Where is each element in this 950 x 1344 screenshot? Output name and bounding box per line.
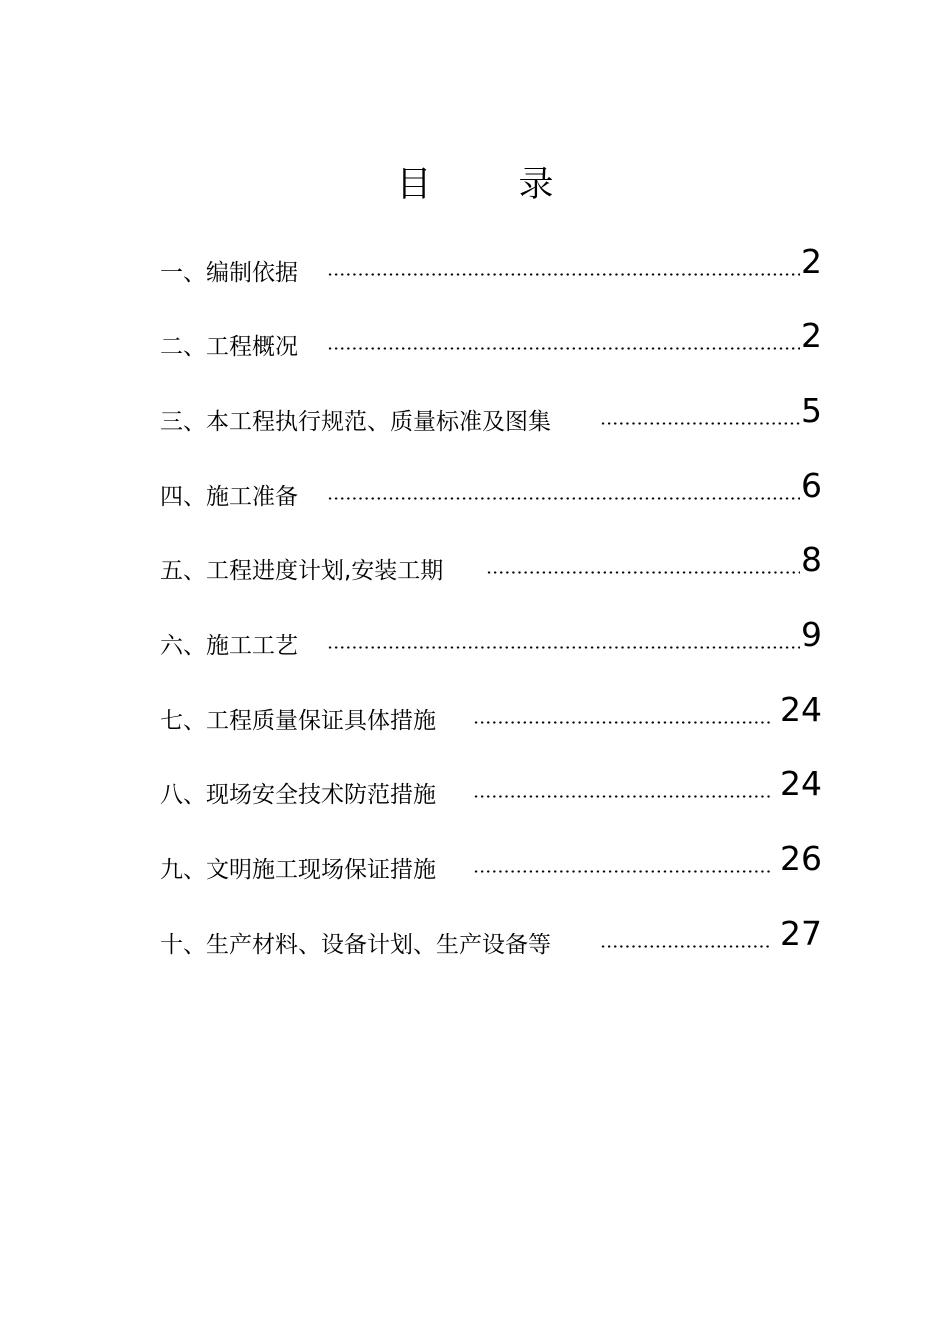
dot-leader — [327, 347, 800, 350]
dot-leader — [473, 721, 770, 724]
toc-entry[interactable] — [160, 764, 822, 814]
toc-page-number: 2 — [801, 316, 822, 355]
toc-page-number: 2 — [801, 242, 822, 281]
toc-entry-label: 三、本工程执行规范、质量标准及图集 — [160, 409, 551, 435]
dot-leader — [486, 571, 800, 574]
table-of-contents — [160, 0, 822, 1344]
dot-leader — [327, 497, 800, 500]
dot-leader — [473, 795, 770, 798]
toc-entry[interactable] — [160, 914, 822, 964]
dot-leader — [600, 422, 800, 425]
toc-entry[interactable] — [160, 466, 822, 516]
toc-entry-label: 五、工程进度计划,安装工期 — [160, 558, 444, 584]
toc-entry[interactable] — [160, 391, 822, 441]
dot-leader — [327, 273, 800, 276]
toc-entry-label: 十、生产材料、设备计划、生产设备等 — [160, 932, 551, 958]
toc-entry[interactable] — [160, 839, 822, 889]
dot-leader — [600, 945, 770, 948]
toc-entry[interactable] — [160, 242, 822, 292]
toc-entry-label: 六、施工工艺 — [160, 633, 298, 659]
toc-page-number: 6 — [801, 466, 822, 505]
toc-entry[interactable] — [160, 540, 822, 590]
toc-page-number: 26 — [780, 839, 822, 878]
toc-entry-label: 二、工程概况 — [160, 334, 298, 360]
toc-entry-label: 九、文明施工现场保证措施 — [160, 857, 436, 883]
toc-entry-label: 八、现场安全技术防范措施 — [160, 782, 436, 808]
toc-entry[interactable] — [160, 316, 822, 366]
toc-page-number: 8 — [801, 540, 822, 579]
toc-entry-label: 七、工程质量保证具体措施 — [160, 708, 436, 734]
toc-entry[interactable] — [160, 615, 822, 665]
toc-page-number: 24 — [780, 764, 822, 803]
toc-page-number: 24 — [780, 690, 822, 729]
dot-leader — [327, 646, 800, 649]
toc-entry-label: 一、编制依据 — [160, 260, 298, 286]
toc-page-number: 9 — [801, 615, 822, 654]
toc-entry-label: 四、施工准备 — [160, 484, 298, 510]
toc-page-number: 5 — [801, 391, 822, 430]
dot-leader — [473, 870, 770, 873]
page-title: 目 录 — [396, 165, 592, 205]
toc-entry[interactable] — [160, 690, 822, 740]
toc-page-number: 27 — [780, 914, 822, 953]
